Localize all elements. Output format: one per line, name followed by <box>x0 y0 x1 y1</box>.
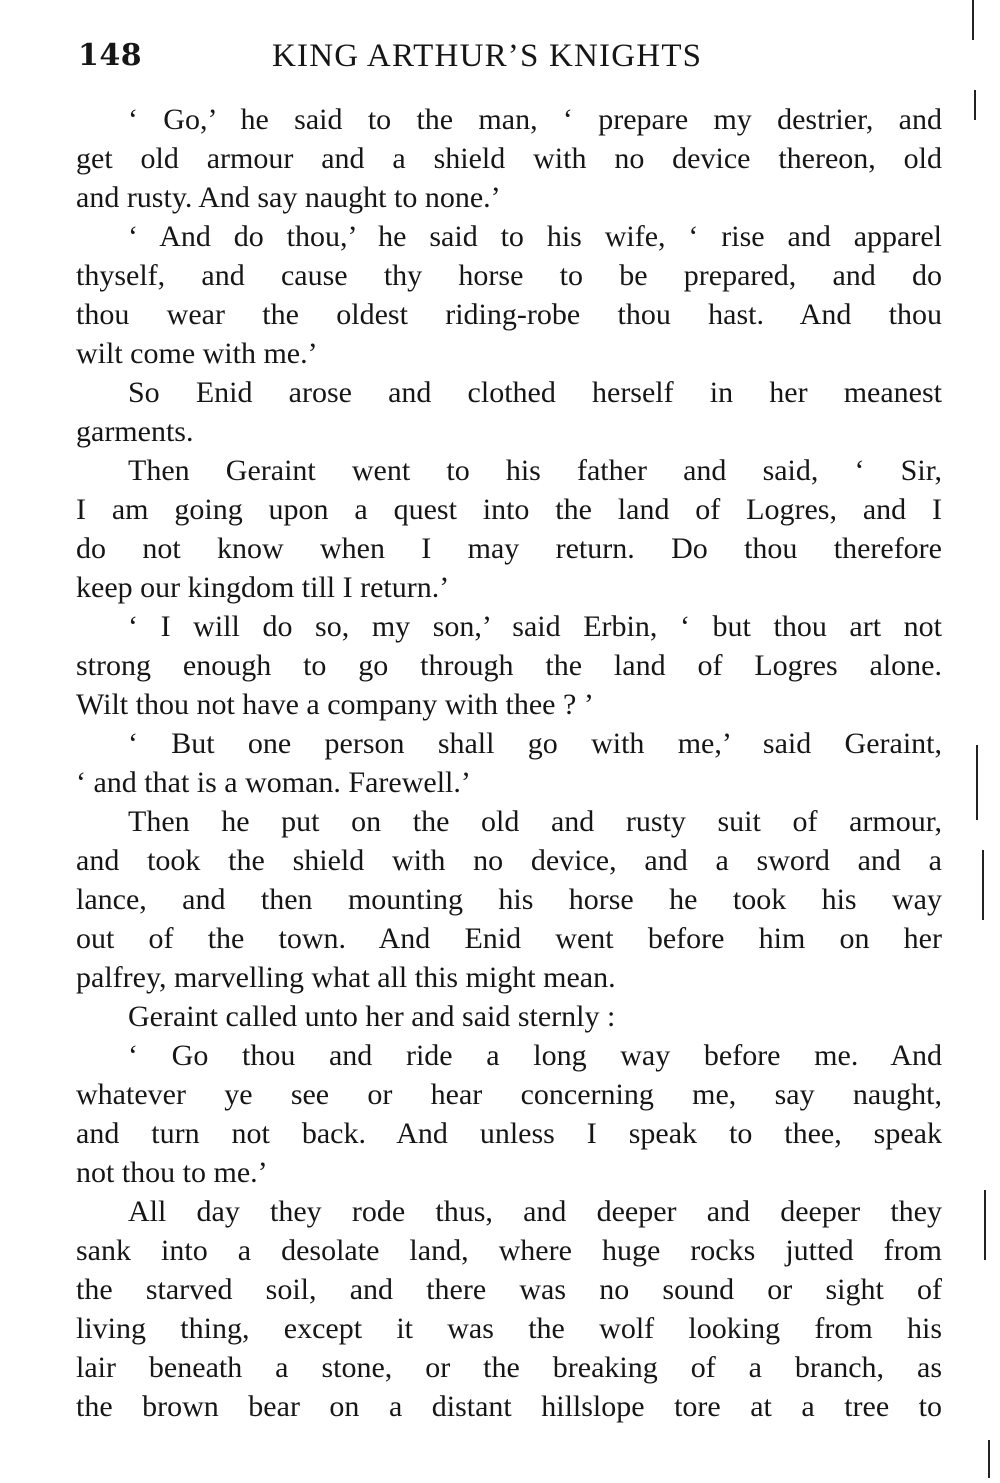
text-line: Geraint called unto her and said sternly : <box>128 1000 616 1033</box>
text-line: lance, and then mounting his horse he took his way <box>76 883 942 916</box>
text-line: out of the town. And Enid went before him on her <box>76 922 942 955</box>
text-line: get old armour and a shield with no device thereon, old <box>76 142 942 175</box>
text-line: I am going upon a quest into the land of Logres, and I <box>76 493 942 526</box>
text-line: and took the shield with no device, and a sword and a <box>76 844 942 877</box>
text-line: All day they rode thus, and deeper and deeper they <box>128 1195 942 1228</box>
text-line: do not know when I may return. Do thou therefore <box>76 532 942 565</box>
text-line: Then Geraint went to his father and said, ‘ Sir, <box>128 454 942 487</box>
text-line: keep our kingdom till I return.’ <box>76 571 450 604</box>
text-line: palfrey, marvelling what all this might mean. <box>76 961 616 994</box>
text-line: living thing, except it was the wolf looking from his <box>76 1312 942 1345</box>
text-line: So Enid arose and clothed herself in her meanest <box>128 376 942 409</box>
text-line: the brown bear on a distant hillslope tore at a tree to <box>76 1390 942 1423</box>
text-line: ‘ And do thou,’ he said to his wife, ‘ rise and apparel <box>128 220 942 253</box>
text-line: garments. <box>76 415 194 448</box>
text-line: Wilt thou not have a company with thee ? ’ <box>76 688 594 721</box>
scan-edge-mark <box>988 1440 990 1478</box>
scan-edge-mark <box>982 850 984 920</box>
scan-edge-mark <box>976 745 978 820</box>
text-line: ‘ Go thou and ride a long way before me. And <box>128 1039 942 1072</box>
text-line: wilt come with me.’ <box>76 337 318 370</box>
text-line: and turn not back. And unless I speak to thee, speak <box>76 1117 942 1150</box>
text-line: ‘ and that is a woman. Farewell.’ <box>76 766 471 799</box>
scan-edge-mark <box>972 0 974 40</box>
text-line: lair beneath a stone, or the breaking of a branch, as <box>76 1351 942 1384</box>
text-line: ‘ But one person shall go with me,’ said Geraint, <box>128 727 942 760</box>
text-line: Then he put on the old and rusty suit of armour, <box>128 805 942 838</box>
text-line: ‘ Go,’ he said to the man, ‘ prepare my destrier, and <box>128 103 942 136</box>
page-number: 148 <box>78 38 143 73</box>
text-line: whatever ye see or hear concerning me, say naught, <box>76 1078 942 1111</box>
text-line: not thou to me.’ <box>76 1156 268 1189</box>
text-line: the starved soil, and there was no sound or sight of <box>76 1273 942 1306</box>
text-line: sank into a desolate land, where huge rocks jutted from <box>76 1234 942 1267</box>
text-line: thyself, and cause thy horse to be prepared, and do <box>76 259 942 292</box>
scan-edge-mark <box>974 90 976 120</box>
scan-edge-mark <box>984 1190 986 1260</box>
text-line: ‘ I will do so, my son,’ said Erbin, ‘ but thou art not <box>128 610 942 643</box>
text-line: and rusty. And say naught to none.’ <box>76 181 501 214</box>
text-line: thou wear the oldest riding-robe thou hast. And thou <box>76 298 942 331</box>
running-title: KING ARTHUR’S KNIGHTS <box>272 38 703 74</box>
body-text <box>76 100 942 1426</box>
text-line: strong enough to go through the land of Logres alone. <box>76 649 942 682</box>
